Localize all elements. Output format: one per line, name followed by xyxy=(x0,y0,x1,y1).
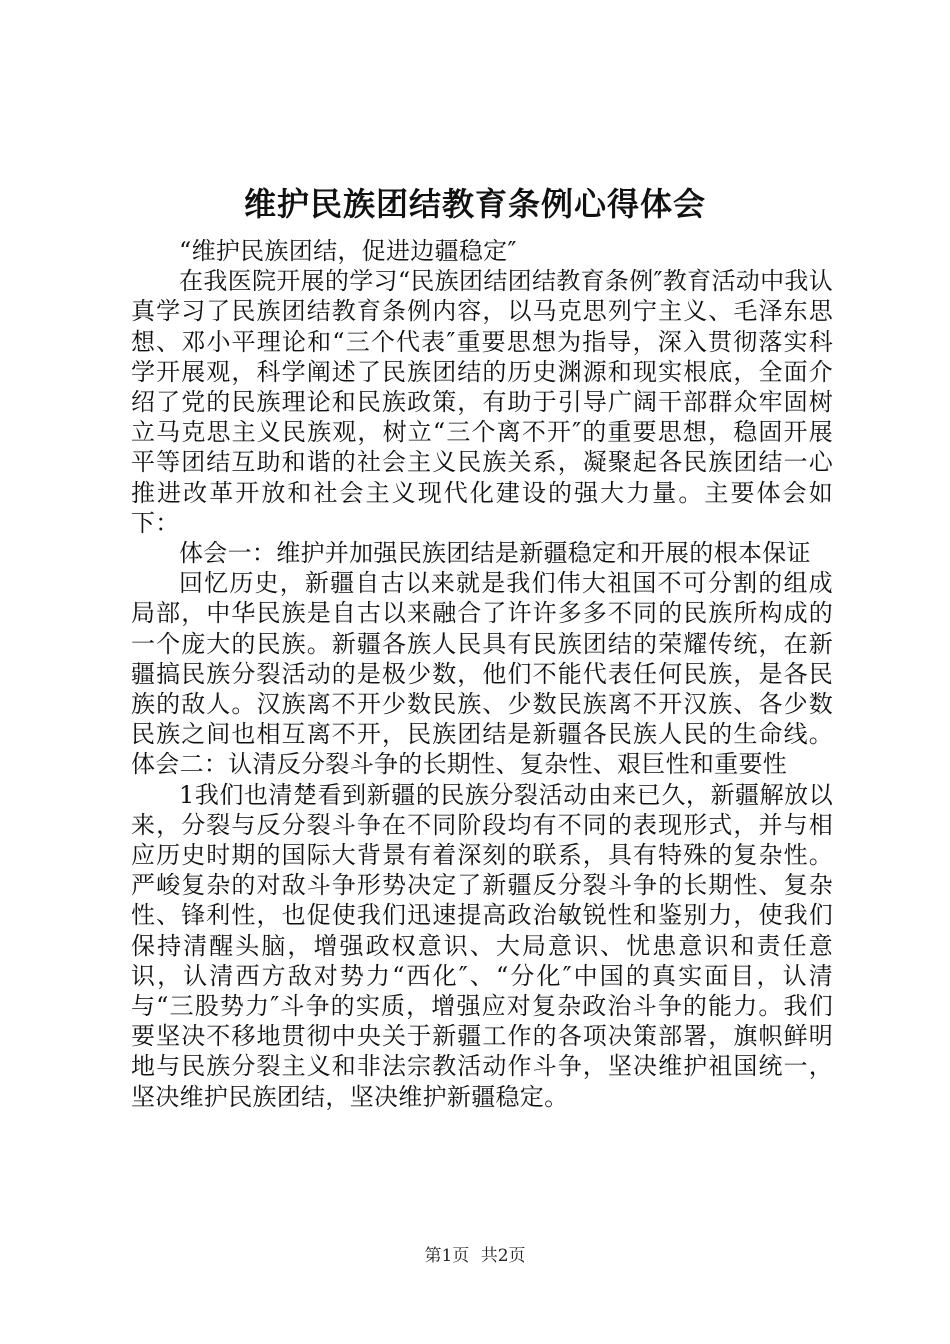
page-footer xyxy=(0,1244,950,1268)
document-body xyxy=(131,236,833,1112)
paragraph-history: 回忆历史，新疆自古以来就是我们伟大祖国不可分割的组成局部，中华民族是自古以来融合了许许多多不同的民族所构成的一个庞大的民族。新疆各族人民具有民族团结的荣耀传统，在新疆搞民族分裂活动的是极少数，他们不能代表任何民族，是各民族的敌人。汉族离不开少数民族、少数民族离不开汉族、各少数民族之间也相互离不开，民族团结是新疆各民族人民的生命线。体会二：认清反分裂斗争的长期性、复杂性、艰巨性和重要性 xyxy=(131,569,833,779)
document-title: 维护民族团结教育条例心得体会 xyxy=(243,185,706,223)
paragraph-struggle: 1我们也清楚看到新疆的民族分裂活动由来已久，新疆解放以来，分裂与反分裂斗争在不同阶段均有不同的表现形式，并与相应历史时期的国际大背景有着深刻的联系，具有特殊的复杂性。严峻复杂的对敌斗争形势决定了新疆反分裂斗争的长期性、复杂性、锋利性，也促使我们迅速提高政治敏锐性和鉴别力，使我们保持清醒头脑，增强政权意识、大局意识、忧患意识和责任意识，认清西方敌对势力“西化″、“分化″中国的真实面目，认清与“三股势力″斗争的实质，增强应对复杂政治斗争的能力。我们要坚决不移地贯彻中央关于新疆工作的各项决策部署，旗帜鲜明地与民族分裂主义和非法宗教活动作斗争，坚决维护祖国统一，坚决维护民族团结，坚决维护新疆稳定。 xyxy=(131,780,833,1111)
paragraph-intro: 在我医院开展的学习“民族团结团结教育条例″教育活动中我认真学习了民族团结教育条例内容，以马克思列宁主义、毛泽东思想、邓小平理论和“三个代表″重要思想为指导，深入贯彻落实科学开展观，科学阐述了民族团结的历史渊源和现实根底，全面介绍了党的民族理论和民族政策，有助于引导广阔干部群众牢固树立马克思主义民族观，树立“三个离不开″的重要思想，稳固开展平等团结互助和谐的社会主义民族关系，凝聚起各民族团结一心推进改革开放和社会主义现代化建设的强大力量。主要体会如下： xyxy=(131,267,833,537)
paragraph-slogan: “维护民族团结，促进边疆稳定″ xyxy=(179,237,517,265)
paragraph-heading-one: 体会一：维护并加强民族团结是新疆稳定和开展的根本保证 xyxy=(179,539,811,568)
page-number-current: 第1页 xyxy=(424,1246,470,1266)
page-number-total: 共2页 xyxy=(480,1246,526,1266)
